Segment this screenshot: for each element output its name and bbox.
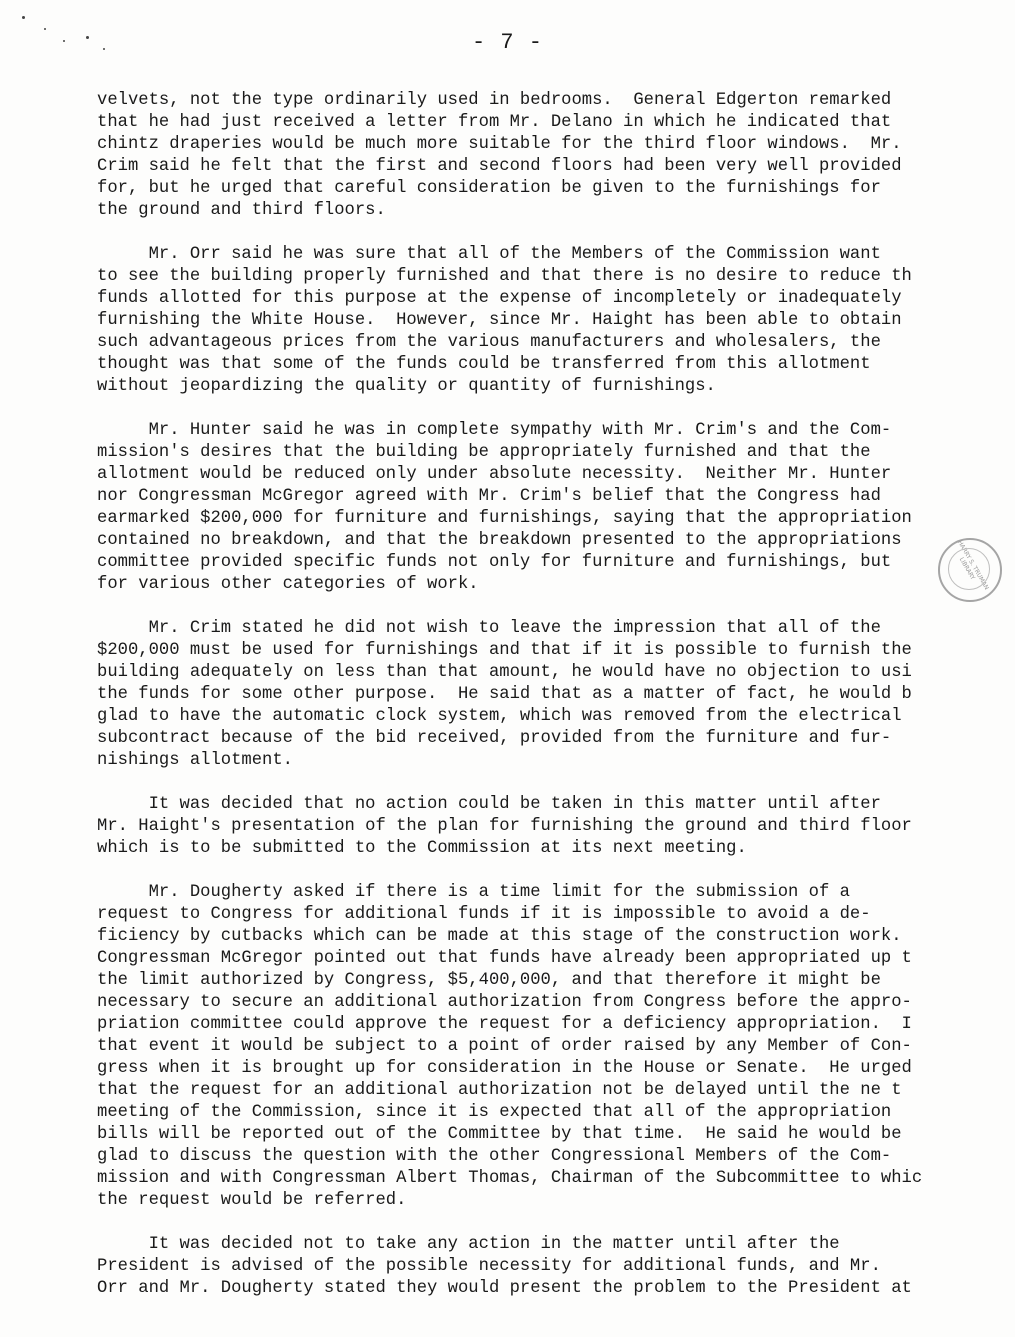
document-body (97, 90, 947, 1322)
text-line: chintz draperies would be much more suitable for the third floor windows. Mr. (97, 135, 902, 154)
text-line: priation committee could approve the request for a deficiency appropriation. I (97, 1015, 912, 1034)
text-line: nor Congressman McGregor agreed with Mr. Crim's belief that the Congress had (97, 487, 881, 506)
text-line: for, but he urged that careful consideration be given to the furnishings for (97, 179, 881, 198)
paragraph (97, 244, 947, 398)
text-line: Mr. Crim stated he did not wish to leave the impression that all of the (97, 619, 881, 638)
text-line: It was decided not to take any action in the matter until after the (97, 1235, 840, 1254)
text-line: allotment would be reduced only under absolute necessity. Neither Mr. Hunter (97, 465, 892, 484)
text-line: glad to have the automatic clock system, which was removed from the electrical (97, 707, 902, 726)
text-line: building adequately on less than that amount, he would have no objection to usi (97, 663, 912, 682)
text-line: mission and with Congressman Albert Thomas, Chairman of the Subcommittee to whic (97, 1169, 923, 1188)
text-line: velvets, not the type ordinarily used in bedrooms. General Edgerton remarked (97, 91, 892, 110)
text-line: committee provided specific funds not only for furniture and furnishings, but (97, 553, 892, 572)
page-number: - 7 - (471, 30, 543, 55)
paragraph (97, 794, 947, 860)
text-line: for various other categories of work. (97, 575, 479, 594)
text-line: Congressman McGregor pointed out that funds have already been appropriated up t (97, 949, 912, 968)
text-line: funds allotted for this purpose at the expense of incompletely or inadequately (97, 289, 902, 308)
text-line: subcontract because of the bid received, provided from the furniture and fur- (97, 729, 892, 748)
text-line: bills will be reported out of the Committee by that time. He said he would be (97, 1125, 902, 1144)
text-line: which is to be submitted to the Commission at its next meeting. (97, 839, 747, 858)
text-line: thought was that some of the funds could be transferred from this allotment (97, 355, 871, 374)
text-line: the limit authorized by Congress, $5,400,000, and that therefore it might be (97, 971, 881, 990)
text-line: contained no breakdown, and that the breakdown presented to the appropriations (97, 531, 902, 550)
scan-speck (22, 16, 25, 19)
paragraph (97, 1234, 947, 1300)
text-line: President is advised of the possible necessity for additional funds, and Mr. (97, 1257, 881, 1276)
text-line: necessary to secure an additional authorization from Congress before the appro- (97, 993, 912, 1012)
paragraph (97, 420, 947, 596)
text-line: furnishing the White House. However, since Mr. Haight has been able to obtain (97, 311, 902, 330)
text-line: mission's desires that the building be appropriately furnished and that the (97, 443, 871, 462)
text-line: that event it would be subject to a point of order raised by any Member of Con- (97, 1037, 912, 1056)
paragraph (97, 882, 947, 1212)
text-line: Mr. Haight's presentation of the plan for furnishing the ground and third floor (97, 817, 912, 836)
text-line: meeting of the Commission, since it is expected that all of the appropriation (97, 1103, 892, 1122)
text-line: the ground and third floors. (97, 201, 386, 220)
text-line: that he had just received a letter from Mr. Delano in which he indicated that (97, 113, 892, 132)
paragraph (97, 90, 947, 222)
text-line: nishings allotment. (97, 751, 293, 770)
text-line: Mr. Dougherty asked if there is a time limit for the submission of a (97, 883, 850, 902)
text-line: gress when it is brought up for consideration in the House or Senate. He urged (97, 1059, 912, 1078)
text-line: $200,000 must be used for furnishings and that if it is possible to furnish the (97, 641, 912, 660)
text-line: Crim said he felt that the first and second floors had been very well provided (97, 157, 902, 176)
text-line: without jeopardizing the quality or quantity of furnishings. (97, 377, 716, 396)
text-line: ficiency by cutbacks which can be made at this stage of the construction work. (97, 927, 902, 946)
text-line: the request would be referred. (97, 1191, 407, 1210)
text-line: such advantageous prices from the various manufacturers and wholesalers, the (97, 333, 881, 352)
text-line: earmarked $200,000 for furniture and furnishings, saying that the appropriation (97, 509, 912, 528)
text-line: glad to discuss the question with the other Congressional Members of the Com- (97, 1147, 892, 1166)
text-line: Orr and Mr. Dougherty stated they would present the problem to the President at (97, 1279, 912, 1298)
library-stamp-text: HARRY S. TRUMAN LIBRARY (956, 539, 990, 592)
text-line: to see the building properly furnished and that there is no desire to reduce th (97, 267, 912, 286)
text-line: request to Congress for additional funds if it is impossible to avoid a de- (97, 905, 871, 924)
text-line: Mr. Hunter said he was in complete sympathy with Mr. Crim's and the Com- (97, 421, 892, 440)
library-stamp (938, 538, 1002, 602)
text-line: that the request for an additional authorization not be delayed until the ne t (97, 1081, 902, 1100)
paragraph (97, 618, 947, 772)
text-line: the funds for some other purpose. He said that as a matter of fact, he would b (97, 685, 912, 704)
text-line: It was decided that no action could be taken in this matter until after (97, 795, 881, 814)
text-line: Mr. Orr said he was sure that all of the Members of the Commission want (97, 245, 881, 264)
